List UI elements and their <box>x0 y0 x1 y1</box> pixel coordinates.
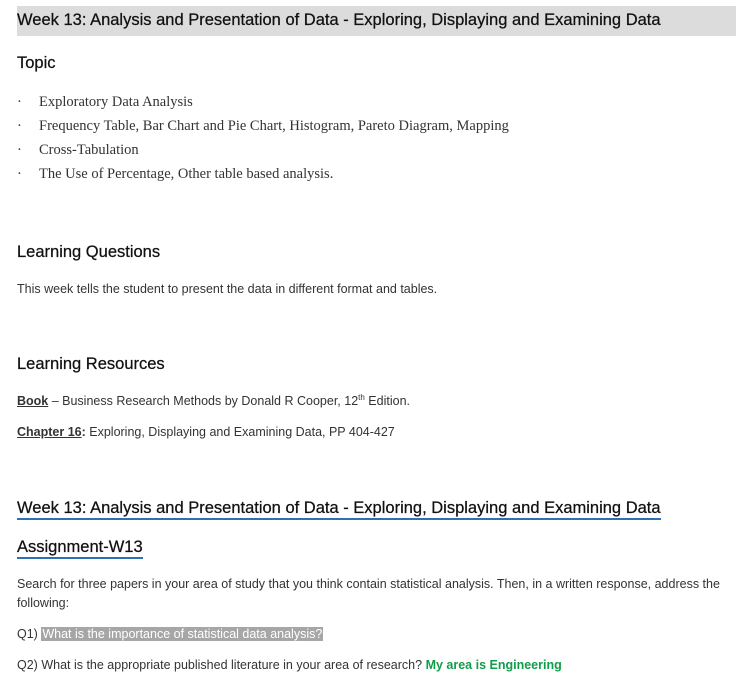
book-link[interactable]: Book <box>17 394 49 409</box>
list-item <box>17 94 617 114</box>
question-1 <box>17 627 323 641</box>
learning-questions-heading: Learning Questions <box>17 243 161 261</box>
learning-questions-text: This week tells the student to present the data in different format and tables. <box>17 282 438 296</box>
book-text: – Business Research Methods by Donald R Cooper, 12 <box>48 394 359 409</box>
list-item-text: The Use of Percentage, Other table based analysis. <box>39 166 334 182</box>
question-2-answer: My area is Engineering <box>425 658 562 672</box>
topic-heading: Topic <box>17 54 56 72</box>
assignment-title-link[interactable]: Assignment-W13 <box>17 538 143 559</box>
chapter-colon: : <box>81 425 86 439</box>
book-text-end: Edition. <box>364 394 410 409</box>
list-item <box>17 166 617 186</box>
list-item-text: Exploratory Data Analysis <box>39 94 193 110</box>
question-1-highlighted-text: What is the importance of statistical data analysis? <box>42 627 323 641</box>
question-2 <box>17 658 562 672</box>
book-edition-sup: th <box>358 393 365 402</box>
book-reference <box>17 393 410 408</box>
question-2-prefix: Q2) <box>17 658 42 672</box>
page-title: Week 13: Analysis and Presentation of Data - Exploring, Displaying and Examining Data <box>17 11 661 29</box>
list-item-text: Cross-Tabulation <box>39 142 139 158</box>
bullet-icon: · <box>17 94 22 110</box>
bullet-icon: · <box>17 142 22 158</box>
chapter-link[interactable]: Chapter 16 <box>17 425 82 439</box>
learning-resources-heading: Learning Resources <box>17 355 165 373</box>
assignment-instructions: Search for three papers in your area of study that you think contain statistical analysis. Then, in a written response, address the following: <box>17 577 720 610</box>
bullet-icon: · <box>17 118 22 134</box>
week-link[interactable]: Week 13: Analysis and Presentation of Data - Exploring, Displaying and Examining Data <box>17 499 661 520</box>
list-item <box>17 142 617 162</box>
question-2-text: What is the appropriate published literature in your area of research? <box>41 658 426 672</box>
chapter-text: Exploring, Displaying and Examining Data, PP 404-427 <box>85 425 395 439</box>
bullet-icon: · <box>17 166 22 182</box>
chapter-reference <box>17 425 395 439</box>
question-1-prefix: Q1) <box>17 627 42 641</box>
list-item <box>17 118 617 138</box>
list-item-text: Frequency Table, Bar Chart and Pie Chart, Histogram, Pareto Diagram, Mapping <box>39 118 509 134</box>
